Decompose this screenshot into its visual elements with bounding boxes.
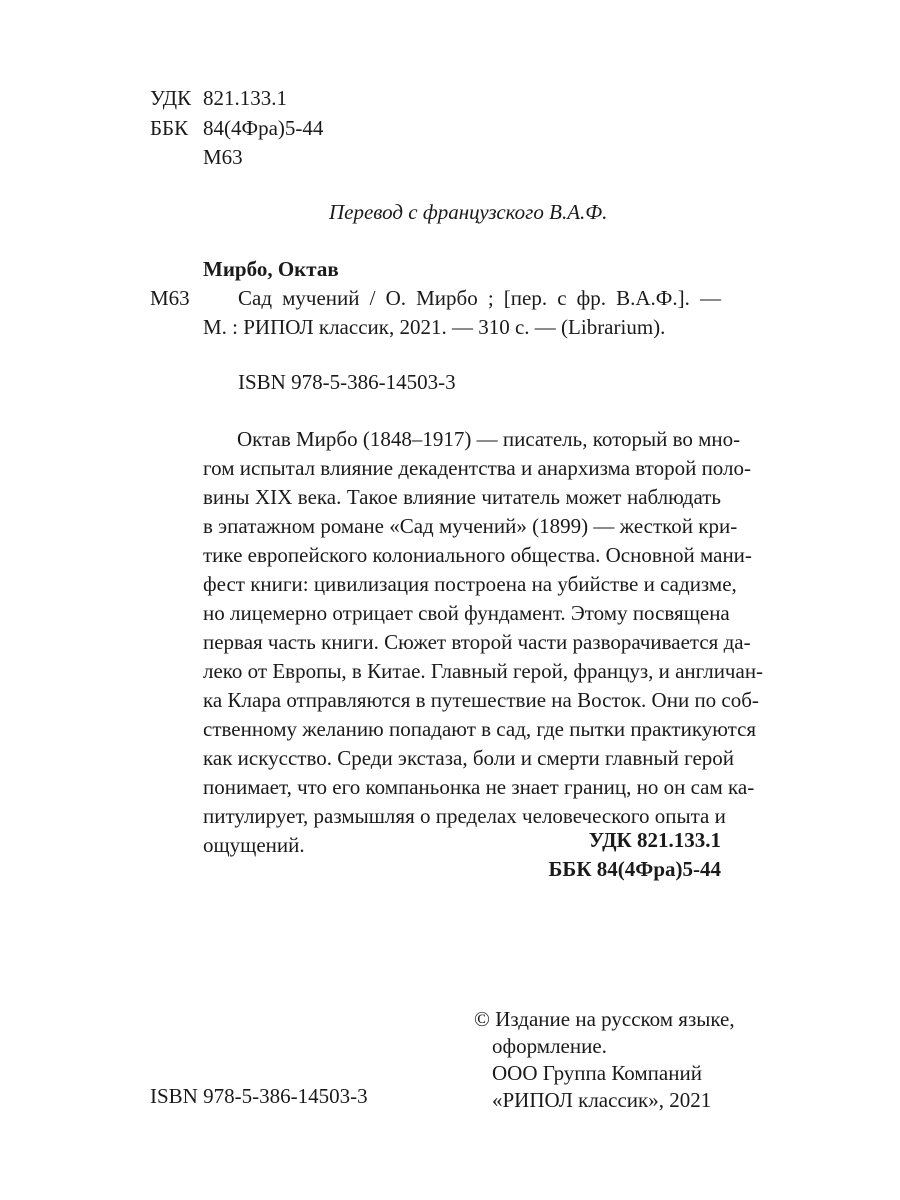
copyright-line: ООО Группа Компаний	[492, 1061, 702, 1085]
catalog-title-line: Сад мучений / О. Мирбо ; [пер. с фр. В.А.Ф.]. —	[238, 286, 721, 310]
copyright-line: оформление.	[492, 1034, 607, 1058]
catalog-title-block	[238, 284, 721, 313]
annotation-line: ственному желанию попадают в сад, где пытки практикуются	[203, 717, 757, 741]
bbk-value: 84(4Фра)5-44	[203, 116, 324, 140]
annotation-line: гом испытал влияние декадентства и анархизма второй поло-	[203, 456, 751, 480]
copyright-line: «РИПОЛ классик», 2021	[492, 1088, 712, 1112]
udk-bottom: УДК 821.133.1	[588, 828, 721, 852]
catalog-author-sign: М63	[150, 286, 190, 310]
annotation-line: питулирует, размышляя о пределах человеческого опыта и	[203, 804, 726, 828]
bbk-label: ББК	[150, 116, 189, 140]
author-sign-row	[0, 143, 900, 172]
annotation-line: но лицемерно отрицает свой фундамент. Этому посвящена	[203, 601, 730, 625]
catalog-author: Мирбо, Октав	[203, 257, 339, 281]
classification-bottom	[549, 826, 721, 884]
udk-label: УДК	[150, 86, 192, 110]
bbk-bottom: ББК 84(4Фра)5-44	[548, 857, 721, 881]
annotation-line: ка Клара отправляются в путешествие на Восток. Они по соб-	[203, 688, 759, 712]
annotation-line: понимает, что его компаньонка не знает границ, но он сам ка-	[203, 775, 755, 799]
annotation-line: леко от Европы, в Китае. Главный герой, француз, и англичан-	[203, 659, 764, 683]
catalog-isbn: ISBN 978-5-386-14503-3	[238, 370, 456, 394]
catalog-title-line: М. : РИПОЛ классик, 2021. — 310 с. — (Librarium).	[203, 315, 666, 339]
annotation-line: первая часть книги. Сюжет второй части разворачивается да-	[203, 630, 751, 654]
annotation-line: как искусство. Среди экстаза, боли и смерти главный герой	[203, 746, 734, 770]
bbk-row	[0, 114, 900, 143]
copyright-line: © Издание на русском языке,	[474, 1007, 735, 1031]
annotation-line: ощущений.	[203, 833, 305, 857]
annotation-line: вины XIX века. Такое влияние читатель может наблюдать	[203, 485, 721, 509]
annotation-line: в эпатажном романе «Сад мучений» (1899) — жесткой кри-	[203, 514, 738, 538]
annotation-line: Октав Мирбо (1848–1917) — писатель, который во мно-	[237, 427, 741, 451]
annotation-line: тике европейского колониального общества. Основной мани-	[203, 543, 752, 567]
annotation-line: фест книги: цивилизация построена на убийстве и садизме,	[203, 572, 737, 596]
author-sign-header: М63	[203, 145, 243, 169]
footer-isbn: ISBN 978-5-386-14503-3	[150, 1084, 368, 1108]
copyright-block	[474, 1006, 734, 1114]
udk-value: 821.133.1	[203, 86, 287, 110]
udk-row	[0, 84, 900, 113]
translation-note: Перевод с французского В.А.Ф.	[329, 200, 608, 224]
annotation	[203, 425, 764, 860]
